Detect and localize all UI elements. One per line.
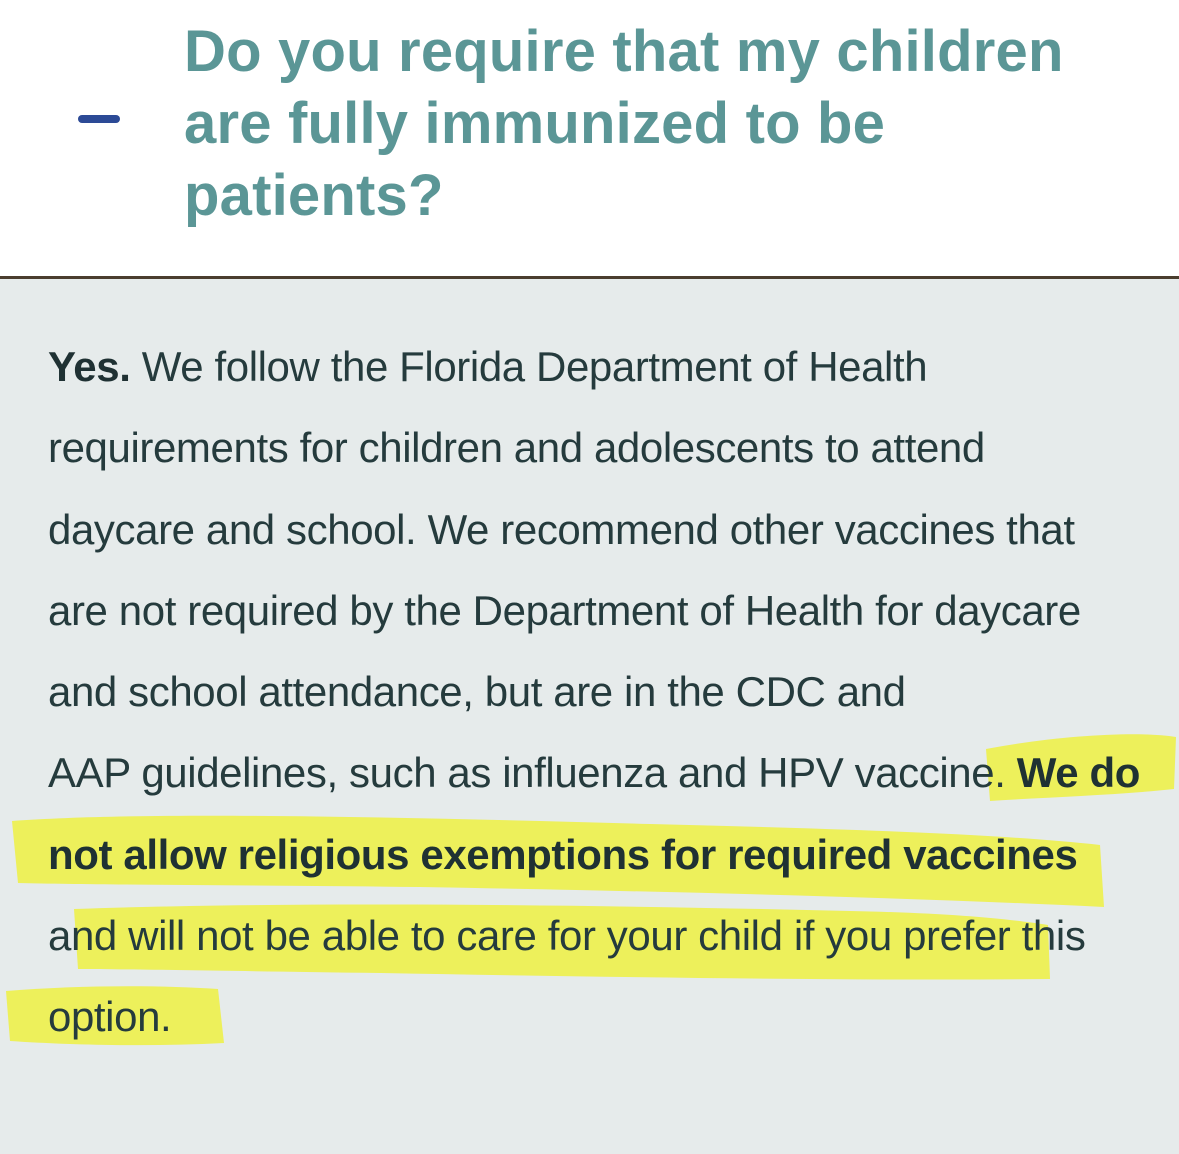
answer-line: and school attendance, but are in the CDC and	[48, 668, 906, 716]
answer-line: AAP guidelines, such as influenza and HPV vaccine. We do	[48, 749, 1140, 797]
answer-line: requirements for children and adolescents to attend	[48, 424, 985, 472]
faq-question-header[interactable]	[0, 0, 1179, 276]
answer-line: and will not be able to care for your child if you prefer this	[48, 912, 1086, 960]
faq-answer	[48, 326, 1138, 1058]
minus-icon[interactable]	[78, 115, 120, 123]
answer-lead: Yes.	[48, 343, 131, 390]
answer-line: option.	[48, 993, 172, 1041]
answer-emphasis: We do	[1005, 749, 1140, 797]
answer-emphasis: not allow religious exemptions for required vaccines	[48, 830, 1078, 878]
answer-line: Yes. We follow the Florida Department of Health	[48, 343, 928, 390]
answer-line: daycare and school. We recommend other vaccines that	[48, 505, 1075, 553]
answer-line	[48, 814, 1138, 895]
faq-question: Do you require that my children are fully immunized to be patients?	[184, 19, 1064, 228]
faq-answer-panel	[0, 279, 1179, 1154]
answer-line: are not required by the Department of Health for daycare	[48, 586, 1081, 634]
